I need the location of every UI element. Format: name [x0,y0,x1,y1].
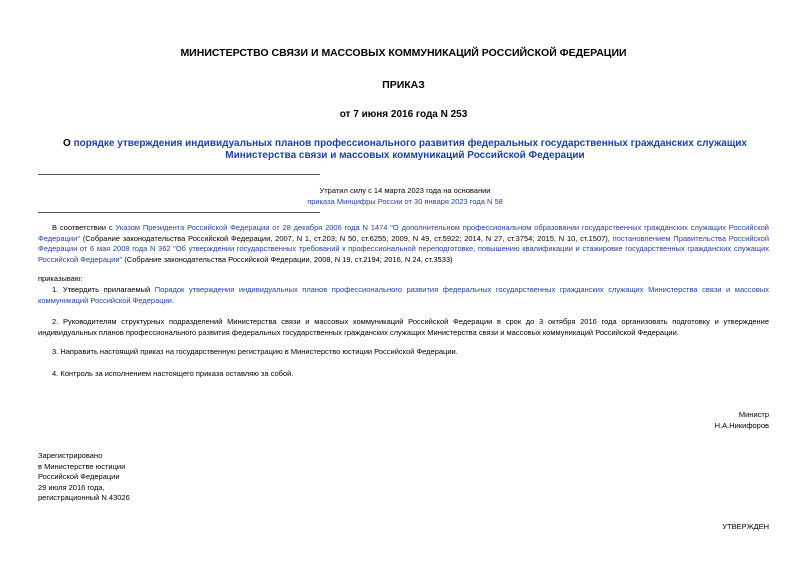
item-1 [38,285,769,306]
divider-top [38,174,320,175]
status-line: Утратил силу с 14 марта 2023 года на основании [319,186,491,195]
resolution-link[interactable]: постановлением Правительства Российской Федерации от 6 мая 2008 года N 362 "Об утверждении государственных требований к профессиональной переподготовке, повышению квалификации и стажировке государственных гражданских служащих Российской Федерации" [38,233,770,264]
registration-line-3: Российской Федерации [38,472,120,481]
item-4: 4. Контроль за исполнением настоящего приказа оставляю за собой. [52,369,294,378]
registration-block [38,451,130,504]
preamble-text-2: (Собрание законодательства Российской Федерации, 2007, N 1, ст.203; N 50, ст.6255; 2009, N 49, ст.5922; 2014, N 27, ст.3754; 2015, N 10, ст.1507), [79,233,613,243]
registration-line-4: 29 июля 2016 года, [38,482,105,492]
status-note [40,185,770,207]
order-title [40,138,770,162]
ministry-name: МИНИСТЕРСТВО СВЯЗИ И МАССОВЫХ КОММУНИКАЦИЙ РОССИЙСКОЙ ФЕДЕРАЦИИ [180,47,627,59]
title-prefix: О [63,138,74,149]
procedure-link[interactable]: Порядок утверждения индивидуальных планов профессионального развития федеральных государственных гражданских служащих Министерства связи и массовых коммуникаций Российской Федерации [38,285,769,305]
registration-line-2: в Министерстве юстиции [38,461,126,471]
order-date: от 7 июня 2016 года N 253 [339,109,468,120]
registration-line-5: регистрационный N 43026 [38,493,130,502]
order-type: ПРИКАЗ [382,79,425,91]
item-1-text: 1. Утвердить прилагаемый [52,285,155,294]
order-word: приказываю: [38,274,83,283]
status-link[interactable]: приказа Минцифры России от 30 января 2023 года N 58 [307,197,503,206]
preamble-paragraph [38,223,769,265]
approved-label: УТВЕРЖДЕН [722,522,769,531]
preamble-text-1: В соответствии с [52,223,116,232]
signature-block [715,410,769,431]
signature-position: Министр [738,410,769,419]
registration-line-1: Зарегистрировано [38,451,103,460]
title-link[interactable]: порядке утверждения индивидуальных планов профессионального развития федеральных государственных гражданских служащих Министерства связи и массовых коммуникаций Российской Федерации [73,138,747,161]
item-1-end: . [171,295,175,305]
item-2: 2. Руководителям структурных подразделений Министерства связи и массовых коммуникаций Российской Федерации в срок до 3 октября 2016 года организовать подготовку и утверждение индивидуальных планов профессионального развития федеральных государственных гражданских служащих Министерства связи и массовых коммуникаций Российской Федерации. [38,317,769,337]
preamble-text-3: (Собрание законодательства Российской Федерации, 2008, N 19, ст.2194; 2016, N 24, ст.3533) [122,254,453,264]
signature-name: Н.А.Никифоров [714,420,769,430]
divider-bottom [38,212,320,213]
item-3: 3. Направить настоящий приказ на государственную регистрацию в Министерство юстиции Российской Федерации. [52,347,458,356]
decree-link[interactable]: Указом Президента Российской Федерации от 28 декабря 2006 года N 1474 "О дополнительном профессиональном образовании государственных гражданских служащих Российской Федерации" [38,223,769,243]
